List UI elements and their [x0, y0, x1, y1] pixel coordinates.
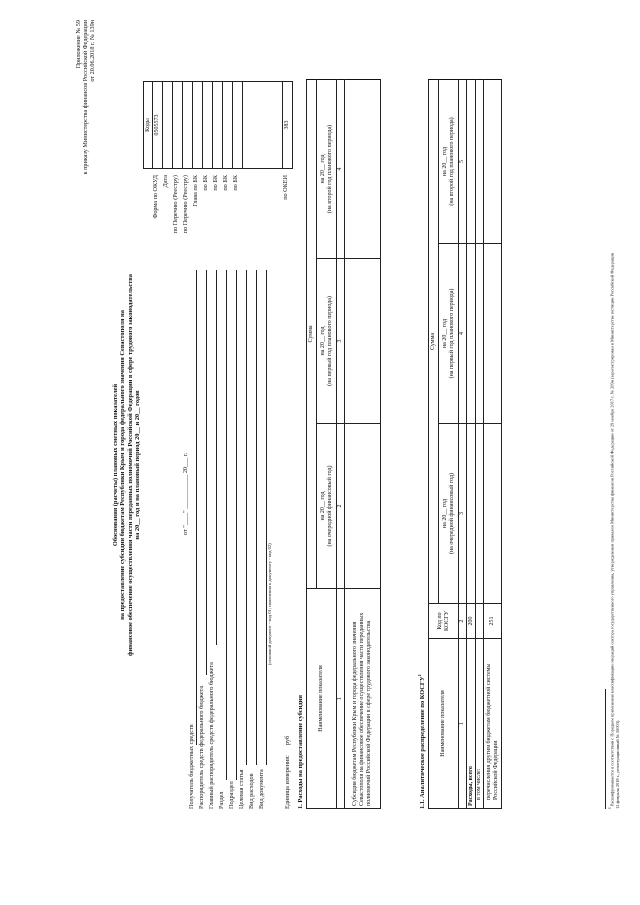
section11-row-including-code: [476, 604, 484, 639]
section1-year-1-line1: на 20__ год: [319, 491, 326, 521]
field-label-expense-type: Вид расходов: [248, 773, 255, 809]
section1-year-2: [317, 259, 337, 424]
section1-num-4: 4: [337, 80, 345, 259]
section11-num-4: 4: [459, 244, 467, 424]
codes-label-chapter-bk: Глава по БК: [192, 175, 199, 207]
field-line-recipient: [196, 270, 197, 745]
section1-table: [306, 79, 381, 809]
codes-table: [143, 81, 293, 169]
title-line-4: на 20__ год и на плановый период 20__ и 20__ годов: [134, 390, 142, 540]
section1-row-name: Субсидия бюджетам Республики Крым и города федерального значения Севастополя на финансовое обеспечение осуществления части переданных полномочий Российской Федерации в сфере трудового законодательства: [345, 589, 381, 809]
codes-value-registry-1: [173, 82, 183, 169]
section11-row-transfers-code: 251: [484, 604, 502, 639]
section11-year-1-line2: (на очередной финансовый год): [448, 472, 455, 555]
unit-label: Единица измерения:: [284, 755, 291, 809]
section11-row-total-value-1[interactable]: [467, 424, 476, 604]
codes-label-bk-3: по БК: [222, 175, 229, 191]
field-label-recipient: Получатель бюджетных средств: [188, 724, 195, 809]
section11-row-total-value-3[interactable]: [467, 80, 476, 244]
footnote-number: 1: [608, 807, 612, 809]
field-line-distributor: [206, 270, 207, 675]
section1-col-name: Наименование показателя: [307, 589, 337, 809]
section11-title-text: 1.1. Аналитическое распределение по КОСГУ: [419, 676, 427, 809]
codes-value-chapter-bk: [193, 82, 203, 169]
section1-year-3: [317, 80, 337, 259]
codes-label-registry-1: по Перечню (Реестру): [172, 175, 179, 234]
section11-num-5: 5: [459, 80, 467, 244]
codes-label-okei: по ОКЕИ: [282, 175, 289, 200]
field-line-section: [226, 270, 227, 780]
codes-label-date: Дата: [162, 175, 169, 188]
field-label-main-distributor: Главный распорядитель средств федерального бюджета: [208, 662, 215, 809]
section11-row-transfers-value-2[interactable]: [484, 244, 502, 424]
section1-sum-header: Сумма: [307, 80, 317, 589]
appendix-line-3: от 20.06.2018 г. № 139н: [89, 20, 97, 82]
section1-row-value-1[interactable]: [345, 424, 381, 589]
section1-year-1: [317, 424, 337, 589]
footnote-separator: [605, 689, 606, 809]
section1-row-value-2[interactable]: [345, 259, 381, 424]
section11-row-including-value-1: [476, 424, 484, 604]
field-label-target-article: Целевая статья: [238, 769, 245, 809]
section11-num-3: 3: [459, 424, 467, 604]
section1-num-1: 1: [337, 589, 345, 809]
document-date: от "____" ___________ 20___ г.: [182, 452, 189, 535]
codes-label-bk-1: по БК: [202, 175, 209, 191]
field-label-doc-type: Вид документа: [258, 769, 265, 809]
section11-row-total-code: 200: [467, 604, 476, 639]
document-title: [112, 185, 142, 745]
codes-value-registry-2: [183, 82, 193, 169]
section11-year-3-line1: на 20__ год: [441, 146, 448, 177]
title-line-2: на предоставление субсидии бюджетам Республики Крым и города федерального значения Севастополя на: [119, 310, 127, 620]
codes-label-okud: Форма по ОКУД: [152, 175, 159, 219]
field-line-main-distributor: [216, 270, 217, 645]
footnote: [608, 253, 620, 809]
appendix-block: [75, 20, 97, 270]
codes-label-registry-2: по Перечню (Реестру): [182, 175, 189, 234]
appendix-line-2: к приказу Министерства финансов Российской Федерации: [82, 20, 90, 175]
section1-title: 1. Расходы на предоставление субсидии: [297, 695, 304, 809]
section11-col-name: Наименование показателя: [429, 639, 459, 809]
section1-row-value-3[interactable]: [345, 80, 381, 259]
field-line-target-article: [246, 270, 247, 765]
section11-year-3-line2: (на второй год планового периода): [448, 117, 455, 206]
codes-value-okei: 383: [283, 82, 293, 169]
section11-title: [416, 674, 427, 809]
section1-year-2-line2: (на первый год планового периода): [326, 296, 333, 386]
codes-value-okud: 0505573: [153, 82, 163, 169]
field-line-doc-type: [266, 270, 267, 765]
section1-year-1-line2: (на очередной финансовый год): [326, 465, 333, 547]
field-label-subsection: Подраздел: [228, 781, 235, 809]
section11-col-code: Код по КОСГУ: [429, 604, 459, 639]
section11-row-including-name: в том числе:: [476, 639, 484, 809]
codes-label-bk-4: по БК: [232, 175, 239, 191]
section11-row-transfers-value-1[interactable]: [484, 424, 502, 604]
title-line-3: финансовое обеспечение осуществления части переданных полномочий Российской Федерации в сфере трудового законодательства: [126, 274, 134, 656]
section1-year-2-line1: на 20__ год: [319, 326, 326, 356]
section11-year-1: [439, 424, 459, 604]
codes-label-bk-2: по БК: [212, 175, 219, 191]
section11-year-1-line1: на 20__ год: [441, 498, 448, 529]
footnote-line-2: 12 февраля 2018 г., регистрационный № 50003).: [614, 719, 620, 809]
field-label-section: Раздел: [218, 791, 225, 809]
section11-row-including-value-3: [476, 80, 484, 244]
footnote-line-1: [608, 253, 615, 809]
section1-year-3-line1: на 20__ год: [319, 154, 326, 184]
section11-row-transfers-value-3[interactable]: [484, 80, 502, 244]
section11-table: [428, 79, 502, 809]
codes-value-spacer: [243, 82, 283, 169]
doc-type-note: (основной документ - код 01; изменения к документу - код 02): [267, 543, 272, 665]
title-line-1: Обоснования (расчеты) плановых сметных показателей: [112, 383, 119, 547]
section11-year-2: [439, 244, 459, 424]
codes-header: Коды: [144, 82, 153, 169]
footnote-line-1-text: Расшифровывается в соответствии с Порядком применения классификации операций сектора государственного управления, утвержденным приказом Министерства финансов Российской Федерации от 29 ноября 2017 г. № 209н (зарегистрирован в Министерстве юстиции Российской Федерации: [609, 252, 615, 807]
field-line-expense-type: [256, 270, 257, 765]
section11-row-transfers-name: перечисления другим бюджетам бюджетной системы Российской Федерации: [484, 639, 502, 809]
section11-row-including-value-2: [476, 244, 484, 424]
section11-row-total-name: Расходы, всего: [467, 639, 476, 809]
appendix-line-1: Приложение № 59: [75, 20, 82, 69]
field-label-distributor: Распорядитель средств федерального бюджета: [198, 685, 205, 809]
field-line-subsection: [236, 270, 237, 780]
section1-year-3-line2: (на второй год планового периода): [326, 124, 333, 214]
unit-value: руб: [284, 735, 291, 745]
section11-num-2: 2: [459, 604, 467, 639]
codes-value-bk-1: [203, 82, 213, 169]
section11-num-1: 1: [459, 639, 467, 809]
section11-row-total-value-2[interactable]: [467, 244, 476, 424]
codes-value-bk-4: [233, 82, 243, 169]
codes-value-bk-3: [223, 82, 233, 169]
section11-year-2-line1: на 20__ год: [441, 318, 448, 349]
section1-num-3: 3: [337, 259, 345, 424]
section11-sum-header: Сумма: [429, 80, 439, 604]
codes-value-bk-2: [213, 82, 223, 169]
section11-title-sup: 1: [417, 674, 422, 677]
section1-num-2: 2: [337, 424, 345, 589]
section11-year-2-line2: (на первый год планового периода): [448, 288, 455, 379]
codes-value-date: [163, 82, 173, 169]
section11-year-3: [439, 80, 459, 244]
